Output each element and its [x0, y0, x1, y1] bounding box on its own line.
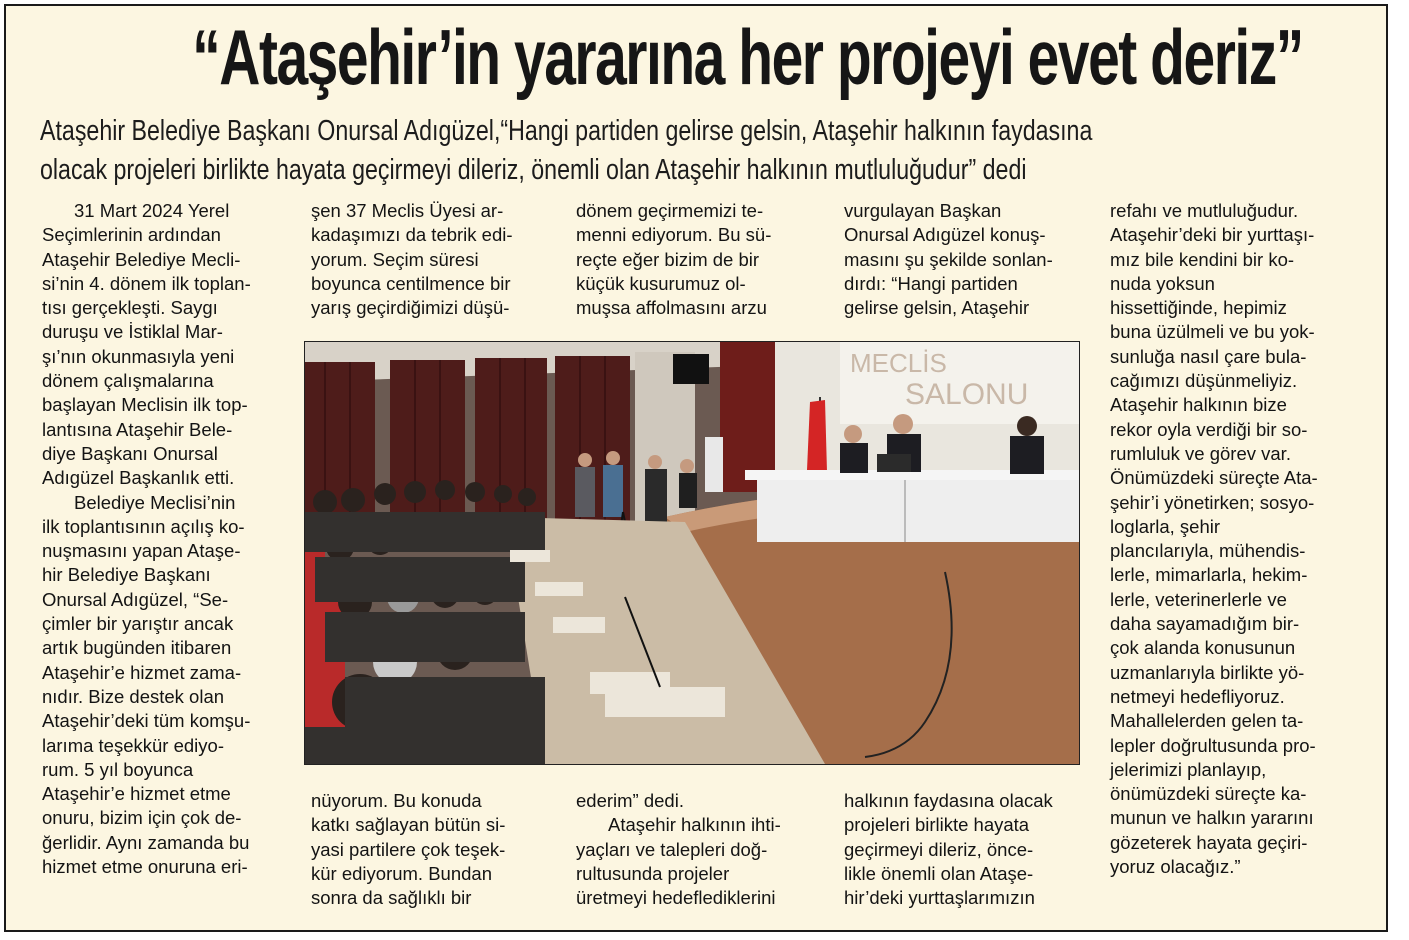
article-line: katkı sağlayan bütün si- [311, 814, 506, 836]
article-column-1 [42, 199, 270, 879]
article-line: plancılarıyla, mühendis- [1110, 540, 1306, 562]
article-line: Ataşehir Belediye Mecli- [42, 248, 241, 270]
article-line: nüyorum. Bu konuda [311, 790, 482, 811]
newspaper-clipping [4, 4, 1388, 932]
article-line: Ataşehir halkının ihti- [608, 814, 781, 836]
article-line: kür ediyorum. Bundan [311, 862, 492, 884]
article-line: hir’deki yurttaşlarımızın [844, 887, 1035, 909]
article-line: daha sayamadığım bir- [1110, 613, 1300, 635]
article-line: diye Başkanı Onursal [42, 442, 218, 464]
article-line: hizmet etme onuruna eri- [42, 856, 248, 878]
council-meeting-photo [304, 341, 1080, 765]
article-column-3-bottom [576, 789, 804, 910]
article-line: hir Belediye Başkanı [42, 564, 211, 586]
article-line: halkının faydasına olacak [844, 790, 1053, 811]
article-line: kadaşımızı da tebrik edi- [311, 224, 513, 246]
article-line: sunluğa nasıl çare bula- [1110, 345, 1307, 367]
article-line: dönem çalışmalarına [42, 370, 214, 392]
subheadline [40, 112, 1360, 190]
article-column-5 [1110, 199, 1338, 879]
article-line: şı’nın okunmasıyla yeni [42, 345, 235, 367]
article-column-4-bottom [844, 789, 1072, 910]
article-line: uzmanlarıyla birlikte yö- [1110, 661, 1305, 683]
article-line: rultusunda projeler [576, 862, 730, 884]
article-line: menni ediyorum. Bu sü- [576, 224, 772, 246]
article-line: gelirse gelsin, Ataşehir [844, 297, 1030, 319]
article-line: Önümüzdeki süreçte Ata- [1110, 467, 1318, 489]
article-line: çok alanda konusunun [1110, 637, 1296, 659]
article-line: masını şu şekilde sonlan- [844, 248, 1053, 270]
article-line: rumluluk ve görev var. [1110, 442, 1291, 464]
screen-sign-line-1: MECLİS [850, 348, 947, 378]
article-line: başlayan Meclisin ilk top- [42, 394, 248, 416]
article-line: nuda yoksun [1110, 272, 1215, 294]
article-line: Adıgüzel Başkanlık etti. [42, 467, 235, 489]
article-line: cağımızı düşünmeliyiz. [1110, 370, 1298, 392]
article-line: duruşu ve İstiklal Mar- [42, 321, 223, 343]
photo-illustration [305, 342, 1079, 764]
article-line: mız bile kendini bir ko- [1110, 248, 1295, 270]
article-line: geçirmeyi dileriz, önce- [844, 838, 1034, 860]
article-line: lerle, mimarlarla, hekim- [1110, 564, 1308, 586]
article-line: hissettiğinde, hepimiz [1110, 297, 1287, 319]
article-line: 31 Mart 2024 Yerel [74, 200, 230, 221]
article-line: lepler doğrultusunda pro- [1110, 734, 1316, 756]
article-line: yoruz olacağız.” [1110, 856, 1241, 878]
article-column-3-top [576, 199, 804, 320]
article-line: artık bugünden itibaren [42, 637, 232, 659]
headline: “Ataşehir’in yararına her projeyi evet deriz” [192, 13, 1303, 101]
article-line: Ataşehir’e hizmet zama- [42, 661, 242, 683]
article-line: onuru, bizim için çok de- [42, 807, 242, 829]
article-line: şen 37 Meclis Üyesi ar- [311, 200, 504, 221]
article-line: yaçları ve talepleri doğ- [576, 838, 768, 860]
article-line: buna üzülmeli ve bu yok- [1110, 321, 1315, 343]
article-line: larıma teşekkür ediyo- [42, 734, 224, 756]
article-line: loglarla, şehir [1110, 515, 1221, 537]
article-line: munun ve halkın yararını [1110, 807, 1314, 829]
article-line: gözeterek hayata geçiri- [1110, 831, 1308, 853]
article-line: netmeyi hedefliyoruz. [1110, 685, 1285, 707]
article-line: Onursal Adıgüzel, “Se- [42, 588, 229, 610]
article-line: muşsa affolmasını arzu [576, 297, 767, 319]
article-line: yorum. Seçim süresi [311, 248, 479, 270]
article-line: rekor oyla verdiği bir so- [1110, 418, 1308, 440]
article-line: refahı ve mutluluğudur. [1110, 200, 1299, 221]
article-column-2-top [311, 199, 539, 320]
article-line: likle önemli olan Ataşe- [844, 862, 1034, 884]
article-line: reçte eğer bizim de bir [576, 248, 760, 270]
subheadline-line: olacak projeleri birlikte hayata geçirmeyi dileriz, önemli olan Ataşehir halkının mutluluğudur” dedi [40, 154, 1027, 186]
article-line: Ataşehir halkının bize [1110, 394, 1287, 416]
article-line: lerle, veterinerlerle ve [1110, 588, 1287, 610]
article-line: Onursal Adıgüzel konuş- [844, 224, 1046, 246]
article-line: nuşmasını yapan Ataşe- [42, 540, 241, 562]
article-line: sonra da sağlıklı bir [311, 887, 472, 909]
article-line: Ataşehir’deki tüm komşu- [42, 710, 251, 732]
article-line: Ataşehir’e hizmet etme [42, 783, 231, 805]
article-line: ederim” dedi. [576, 790, 684, 811]
article-line: üretmeyi hedeflediklerini [576, 887, 776, 909]
article-line: çimler bir yarıştır ancak [42, 613, 234, 635]
article-line: vurgulayan Başkan [844, 200, 1002, 221]
screen-sign-line-2: SALONU [905, 378, 1029, 411]
article-line: küçük kusurumuz ol- [576, 272, 746, 294]
article-line: yasi partilere çok teşek- [311, 838, 506, 860]
article-line: nıdır. Bize destek olan [42, 685, 225, 707]
article-line: lantısına Ataşehir Bele- [42, 418, 233, 440]
article-line: jelerimizi planlayıp, [1110, 758, 1267, 780]
article-column-2-bottom [311, 789, 539, 910]
article-line: si’nin 4. dönem ilk toplan- [42, 272, 251, 294]
article-line: ğerlidir. Aynı zamanda bu [42, 831, 250, 853]
article-line: dırdı: “Hangi partiden [844, 272, 1018, 294]
article-line: Seçimlerinin ardından [42, 224, 221, 246]
article-line: şehir’i yönetirken; sosyo- [1110, 491, 1315, 513]
article-column-4-top [844, 199, 1072, 320]
article-line: rum. 5 yıl boyunca [42, 758, 194, 780]
article-line: tısı gerçekleşti. Saygı [42, 297, 218, 319]
article-line: ilk toplantısının açılış ko- [42, 515, 245, 537]
subheadline-line: Ataşehir Belediye Başkanı Onursal Adıgüzel,“Hangi partiden gelirse gelsin, Ataşehir halkının faydasına [40, 115, 1093, 147]
article-line: Belediye Meclisi’nin [74, 491, 236, 513]
article-line: önümüzdeki süreçte ka- [1110, 783, 1307, 805]
article-line: Mahallelerden gelen ta- [1110, 710, 1304, 732]
article-line: dönem geçirmemizi te- [576, 200, 764, 221]
article-line: yarış geçirdiğimizi düşü- [311, 297, 510, 319]
article-line: boyunca centilmence bir [311, 272, 511, 294]
article-line: projeleri birlikte hayata [844, 814, 1030, 836]
article-line: Ataşehir’deki bir yurttaşı- [1110, 224, 1315, 246]
